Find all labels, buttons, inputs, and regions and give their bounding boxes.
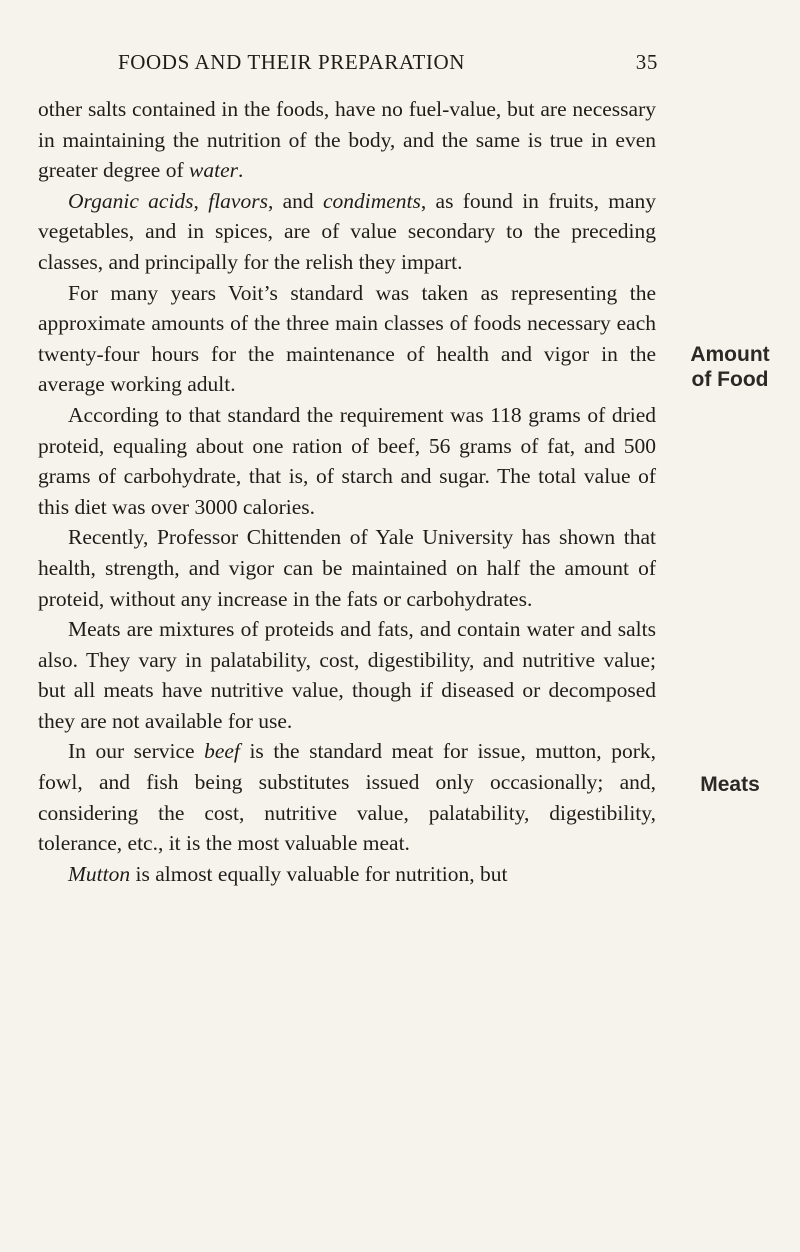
body-text [38,94,656,889]
paragraph-meats: Meats are mixtures of proteids and fats, and contain water and salts also. They vary in palatability, cost, digestibility, and nutritive value; but all meats have nutritive value, though if diseased or decomposed they are not available for use. [38,617,656,733]
page-number: 35 [635,50,658,74]
side-note-amount: Amount [690,343,770,366]
paragraph-salts-water: other salts contained in the foods, have no fuel-value, but are necessary in maintaining the nutrition of the body, and the same is true in even greater degree of water. [38,97,656,183]
running-header [118,50,658,75]
side-note-meats: Meats [700,773,760,796]
paragraph-requirement: According to that standard the requirement was 118 grams of dried proteid, equaling about one ration of beef, 56 grams of fat, and 500 grams of carbohydrate, that is, of starch and sugar. The total value of this diet was over 3000 calories. [38,402,656,519]
italic-flavors: flavors [208,188,268,213]
side-note-amount-of-food [660,342,800,392]
italic-beef: beef [204,739,240,764]
paragraph-chittenden: Recently, Professor Chittenden of Yale University has shown that health, strength, and vigor can be maintained on half the amount of proteid, without any increase in the fats or carbohydrates. [38,525,656,611]
running-title: FOODS AND THEIR PREPARATION [118,50,466,74]
paragraph-voit-standard: For many years Voit’s standard was taken as representing the approximate amounts of the three main classes of foods necessary each twenty-four hours for the maintenance of health and vigor in the average working adult. [38,280,656,397]
italic-organic-acids: Organic acids [68,188,194,213]
italic-condiments: condiments [322,188,421,213]
italic-mutton: Mutton [68,861,131,886]
paragraph-mutton: Mutton is almost equally valuable for nutrition, but [68,861,508,886]
italic-water: water [189,158,238,183]
paragraph-organic-acids: Organic acids, flavors, and condiments, as found in fruits, many vegetables, and in spices, are of value secondary to the preceding classes, and principally for the relish they impart. [38,188,657,274]
side-note-of-food: of Food [691,368,769,391]
paragraph-beef-standard: In our service beef is the standard meat for issue, mutton, pork, fowl, and fish being substitutes issued only occasionally; and, considering the cost, nutritive value, palatability, digestibility, tolerance, etc., it is the most valuable meat. [38,739,657,856]
